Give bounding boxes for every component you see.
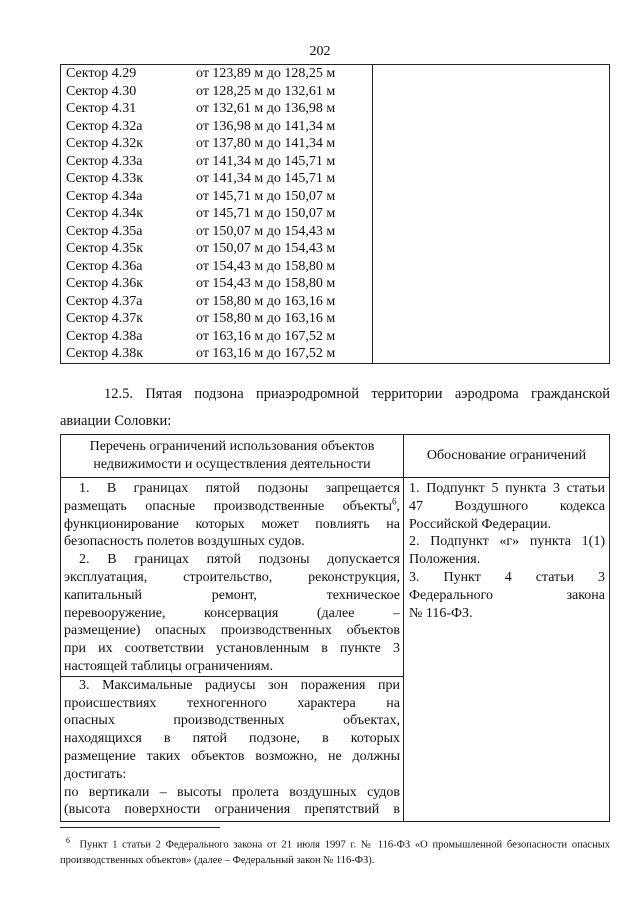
sector-name: Сектор 4.32к — [66, 136, 144, 151]
sector-name: Сектор 4.34к — [66, 206, 144, 221]
basis2-line1: 2. Подпункт «г» пункта 1(1) — [409, 534, 605, 550]
sector-cell — [61, 83, 373, 101]
sector-row — [61, 223, 610, 241]
sector-cell — [61, 205, 373, 223]
sector-name: Сектор 4.29 — [66, 66, 137, 81]
sector-empty-cell — [373, 100, 610, 118]
sector-cell — [61, 328, 373, 346]
restriction-item-1 — [64, 480, 400, 551]
sector-name: Сектор 4.37к — [66, 311, 144, 326]
sector-name: Сектор 4.35а — [66, 223, 143, 239]
sector-height-range: от 158,80 м до 163,16 м — [196, 311, 336, 326]
sector-height-range: от 145,71 м до 150,07 м — [196, 188, 336, 204]
sector-empty-cell — [373, 83, 610, 101]
sector-height-range: от 154,43 м до 158,80 м — [196, 276, 336, 291]
item3-line3: опасных производственных объектах, — [64, 713, 400, 729]
item3-line2: происшествиях техногенного характера на — [64, 695, 400, 711]
sector-height-range: от 150,07 м до 154,43 м — [196, 241, 336, 256]
sector-row — [61, 135, 610, 153]
sector-table — [60, 64, 610, 364]
sector-name: Сектор 4.31 — [66, 101, 137, 116]
item1-line1: 1. В границах пятой подзоны запрещается — [79, 481, 400, 496]
section-heading — [60, 381, 610, 435]
item1-line2 — [64, 498, 400, 516]
sector-height-range: от 123,89 м до 128,25 м — [196, 66, 336, 81]
item2-line2: эксплуатация, строительство, реконструкция, — [64, 569, 400, 585]
sector-empty-cell — [373, 345, 610, 363]
restriction-item-3 — [64, 677, 400, 819]
sector-row — [61, 83, 610, 101]
sector-row — [61, 310, 610, 328]
item3-line1: 3. Максимальные радиусы зон поражения при — [79, 677, 400, 693]
sector-height-range: от 141,34 м до 145,71 м — [196, 153, 336, 169]
sector-empty-cell — [373, 310, 610, 328]
item3-line7: по вертикали – высоты пролета воздушных судов — [64, 784, 400, 800]
sector-name: Сектор 4.32а — [66, 118, 143, 134]
sector-cell — [61, 188, 373, 206]
item1-line3: функционирование которых может повлиять на — [64, 516, 400, 532]
sector-row — [61, 170, 610, 188]
restrictions-table — [60, 434, 610, 822]
sector-cell — [61, 135, 373, 153]
sector-empty-cell — [373, 223, 610, 241]
sector-cell — [61, 100, 373, 118]
sector-height-range: от 154,43 м до 158,80 м — [196, 258, 336, 274]
basis3-line1: 3. Пункт 4 статьи 3 — [409, 569, 605, 585]
sector-name: Сектор 4.33к — [66, 171, 144, 186]
sector-cell — [61, 258, 373, 276]
sector-row — [61, 188, 610, 206]
sector-height-range: от 137,80 м до 141,34 м — [196, 136, 336, 151]
sector-name: Сектор 4.37а — [66, 293, 143, 309]
footnote-separator — [60, 827, 220, 828]
sector-height-range: от 163,16 м до 167,52 м — [196, 328, 336, 344]
sector-row — [61, 100, 610, 118]
sector-cell — [61, 65, 373, 83]
sector-empty-cell — [373, 188, 610, 206]
sector-cell — [61, 240, 373, 258]
sector-row — [61, 345, 610, 363]
item3-line4: находящихся в пятой подзоне, в которых — [64, 731, 400, 747]
sector-height-range: от 145,71 м до 150,07 м — [196, 206, 336, 221]
sector-height-range: от 150,07 м до 154,43 м — [196, 223, 336, 239]
sector-empty-cell — [373, 65, 610, 83]
sector-row — [61, 205, 610, 223]
sector-height-range: от 128,25 м до 132,61 м — [196, 83, 336, 99]
sector-name: Сектор 4.38к — [66, 346, 144, 361]
sector-row — [61, 328, 610, 346]
footnote — [60, 833, 610, 868]
basis1-line1: 1. Подпункт 5 пункта 3 статьи — [409, 481, 605, 496]
basis1-line3: Российской Федерации. — [409, 516, 552, 532]
item2-line1: 2. В границах пятой подзоны допускается — [79, 552, 400, 568]
basis3-line2: Федерального закона — [409, 587, 605, 603]
item3-line8: (высота поверхности ограничения препятствий в — [64, 802, 400, 818]
sector-name: Сектор 4.36а — [66, 258, 143, 274]
sector-cell — [61, 310, 373, 328]
sector-cell — [61, 345, 373, 363]
header-restrictions-list: Перечень ограничений использования объектов недвижимости и осуществления деятельности — [61, 435, 404, 478]
sector-cell — [61, 223, 373, 241]
sector-height-range: от 136,98 м до 141,34 м — [196, 118, 336, 134]
sector-cell — [61, 118, 373, 136]
sector-row — [61, 65, 610, 83]
item1-line2-text: размещать опасные производственные объекты — [64, 498, 392, 514]
sector-row — [61, 275, 610, 293]
item1-line2-end: , — [396, 498, 400, 514]
item3-line6: достигать: — [64, 766, 127, 782]
sector-cell — [61, 293, 373, 311]
basis2-line2: Положения. — [409, 552, 481, 568]
sector-row — [61, 258, 610, 276]
restrictions-cell — [61, 478, 404, 822]
page-number: 202 — [309, 44, 331, 59]
basis1-line2: 47 Воздушного кодекса — [409, 498, 605, 514]
sector-name: Сектор 4.33а — [66, 153, 143, 169]
item2-line4: перевооружение, консервация (далее – — [64, 605, 400, 621]
sector-empty-cell — [373, 205, 610, 223]
sector-height-range: от 132,61 м до 136,98 м — [196, 101, 336, 116]
basis3-line3: № 116-ФЗ. — [409, 605, 473, 621]
item2-line6: при их соответствии установленным в пункте 3 — [64, 641, 400, 657]
item2-line7: настоящей таблицы ограничениям. — [64, 658, 274, 674]
sector-row — [61, 118, 610, 136]
sector-empty-cell — [373, 328, 610, 346]
header-basis: Обоснование ограничений — [404, 435, 610, 478]
sector-name: Сектор 4.30 — [66, 83, 137, 99]
footnote-reference: 6 — [392, 496, 397, 507]
sector-height-range: от 158,80 м до 163,16 м — [196, 293, 336, 309]
sector-empty-cell — [373, 170, 610, 188]
footnote-line1 — [60, 833, 610, 853]
sector-empty-cell — [373, 135, 610, 153]
footnote-line1-text: Пункт 1 статьи 2 Федерального закона от 21 июля 1997 г. № 116-ФЗ «О промышленной безопасности опасных — [79, 839, 611, 851]
footnote-marker: 6 — [66, 836, 70, 845]
section-heading-line2: авиации Соловки: — [60, 413, 172, 429]
footnote-line2: производственных объектов» (далее – Федеральный закон № 116-ФЗ). — [60, 854, 375, 866]
sector-row — [61, 293, 610, 311]
sector-cell — [61, 275, 373, 293]
sector-height-range: от 163,16 м до 167,52 м — [196, 346, 336, 361]
sector-empty-cell — [373, 240, 610, 258]
sector-height-range: от 141,34 м до 145,71 м — [196, 171, 336, 186]
sector-cell — [61, 170, 373, 188]
sector-row — [61, 153, 610, 171]
sector-empty-cell — [373, 293, 610, 311]
item3-line5: размещение таких объектов возможно, не должны — [64, 748, 400, 764]
sector-row — [61, 240, 610, 258]
sector-name: Сектор 4.34а — [66, 188, 143, 204]
sector-name: Сектор 4.36к — [66, 276, 144, 291]
item1-line4: безопасность полетов воздушных судов. — [64, 534, 305, 550]
sector-empty-cell — [373, 118, 610, 136]
sector-empty-cell — [373, 258, 610, 276]
sector-empty-cell — [373, 275, 610, 293]
item2-line5: размещение) опасных производственных объектов — [64, 623, 400, 639]
restriction-item-2 — [64, 551, 400, 676]
basis-cell — [404, 478, 610, 822]
sector-name: Сектор 4.38а — [66, 328, 143, 344]
item2-line3: капитальный ремонт, техническое — [64, 587, 400, 603]
sector-name: Сектор 4.35к — [66, 241, 144, 256]
sector-empty-cell — [373, 153, 610, 171]
sector-cell — [61, 153, 373, 171]
section-heading-line1: 12.5. Пятая подзона приаэродромной территории аэродрома гражданской — [104, 386, 610, 402]
